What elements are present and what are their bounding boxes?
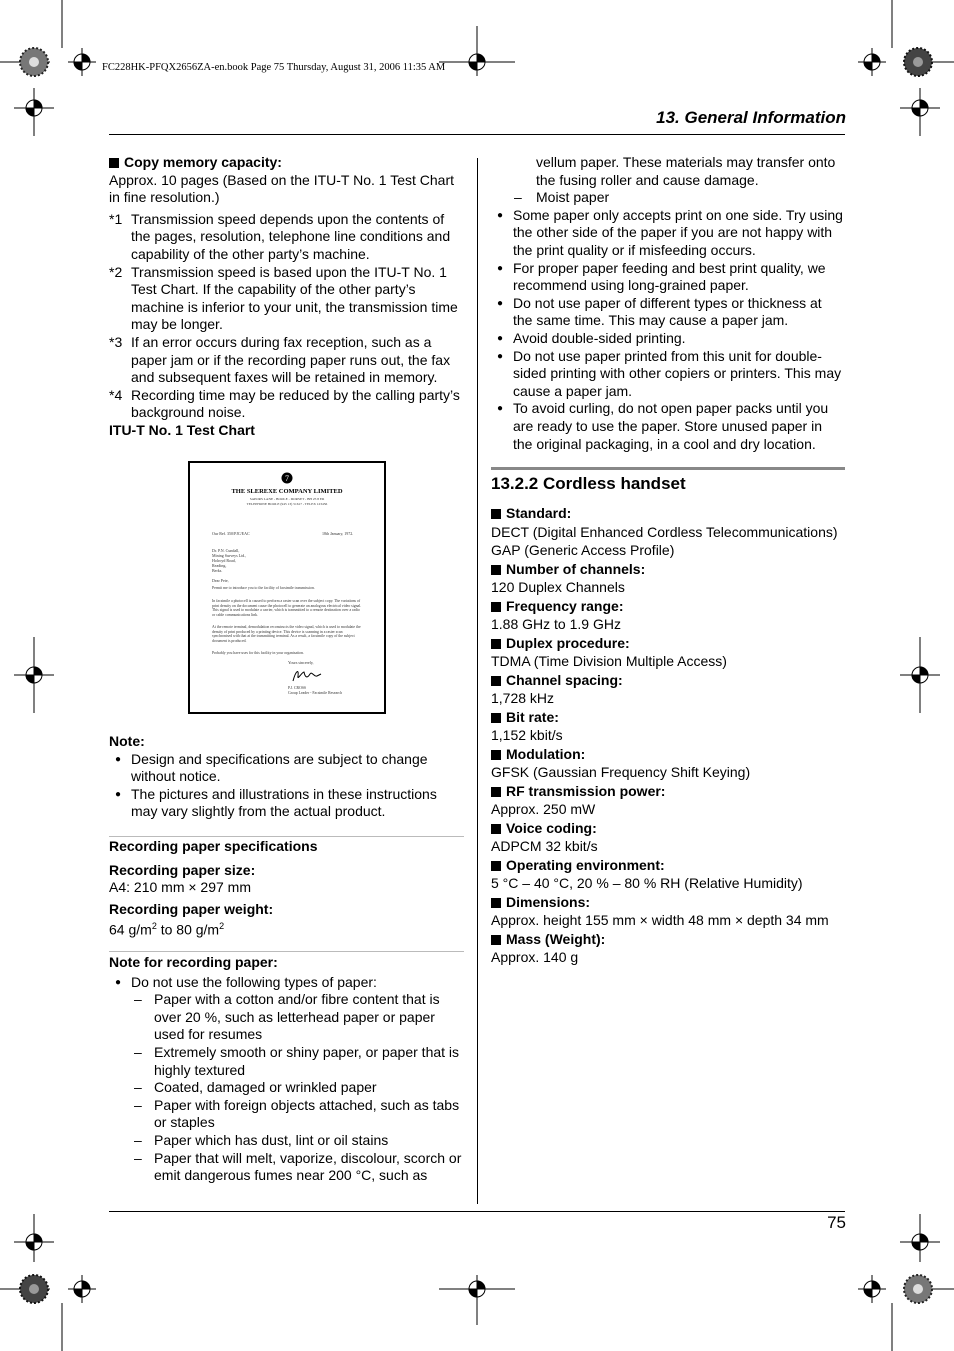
square-bullet-icon	[491, 639, 501, 649]
test-chart-date: 18th January, 1972.	[322, 531, 354, 536]
spec-label: RF transmission power:	[491, 782, 845, 801]
test-chart-para4: Probably you have uses for this facility in your organisation.	[212, 651, 304, 655]
test-chart-signer-title: Group Leader - Facsimile Research	[288, 691, 342, 695]
test-chart-recipient: Dr. P.N. Cundall, Mining Surveys Ltd., Holroyd Road, Reading, Berks.	[212, 548, 247, 573]
square-bullet-icon	[491, 898, 501, 908]
spec-value: 5 °C – 40 °C, 20 % – 80 % RH (Relative Humidity)	[491, 875, 803, 891]
note-recording-paper	[109, 954, 464, 1185]
square-bullet-icon	[491, 750, 501, 760]
square-bullet-icon	[109, 158, 119, 168]
note-item: ● Design and specifications are subject to change without notice.	[109, 751, 464, 786]
paper-bullet: ● Some paper only accepts print on one side. Try using the other side of the paper if you are not happy with the print quality or if misfeeding occurs.	[491, 207, 845, 260]
note-rec-title: Note for recording paper:	[109, 954, 278, 970]
note-title: Note:	[109, 733, 145, 749]
paper-bullet: ● For proper paper feeding and best print quality, we recommend using long-grained paper.	[491, 260, 845, 295]
note-rec-item: – Paper that will melt, vaporize, discolour, scorch or emit dangerous fumes near 200 °C, such as	[109, 1150, 464, 1185]
note-rec-item: – Coated, damaged or wrinkled paper	[109, 1079, 464, 1097]
column-divider	[477, 158, 478, 1204]
spec-value: Approx. 140 g	[491, 949, 579, 965]
note-rec-item: – Paper which has dust, lint or oil stains	[109, 1132, 464, 1150]
test-chart-para1: Permit me to introduce you to the facility of facsimile transmission.	[212, 586, 315, 590]
paper-bullet: ● Avoid double-sided printing.	[491, 330, 845, 348]
spec-label: Duplex procedure:	[491, 634, 845, 653]
test-chart-closing: Yours sincerely,	[288, 660, 314, 665]
square-bullet-icon	[491, 676, 501, 686]
spec-value: DECT (Digital Enhanced Cordless Telecommunications) GAP (Generic Access Profile)	[491, 523, 838, 558]
page-number: 75	[827, 1213, 846, 1232]
recording-paper-specs	[109, 838, 464, 940]
copy-memory-text: Approx. 10 pages (Based on the ITU-T No. 1 Test Chart in fine resolution.)	[109, 171, 454, 206]
square-bullet-icon	[491, 824, 501, 834]
spec-value: Approx. height 155 mm × width 48 mm × depth 34 mm	[491, 912, 829, 928]
spec-value: 1,728 kHz	[491, 690, 555, 706]
test-chart-company: THE SLEREXE COMPANY LIMITED	[231, 488, 343, 495]
note-rec-item: – Paper with foreign objects attached, such as tabs or staples	[109, 1097, 464, 1132]
company-logo-icon	[281, 472, 293, 484]
spec-label: Voice coding:	[491, 819, 845, 838]
spec-label: Modulation:	[491, 745, 845, 764]
test-chart-address: SAPORS LANE - BOOLE - DORSET - BH 25 8 ER	[249, 497, 325, 501]
square-bullet-icon	[491, 861, 501, 871]
svg-text:7: 7	[285, 474, 289, 483]
spec-value: 1.88 GHz to 1.9 GHz	[491, 616, 621, 632]
footnote: *4 Recording time may be reduced by the calling party’s background noise.	[109, 386, 460, 421]
footer-rule	[109, 1211, 845, 1212]
note-rec-bullet: ● Do not use the following types of paper:	[109, 974, 464, 992]
header-rule	[109, 134, 845, 135]
spec-value: GFSK (Gaussian Frequency Shift Keying)	[491, 764, 751, 780]
paper-bullet: ● Do not use paper of different types or thickness at the same time. This may cause a paper jam.	[491, 295, 845, 330]
square-bullet-icon	[491, 602, 501, 612]
footnote: *1 Transmission speed depends upon the contents of the pages, resolution, telephone line conditions and capability of the other party’s machine.	[109, 210, 451, 262]
rec-size-title: Recording paper size:	[109, 861, 256, 878]
spec-label: Frequency range:	[491, 597, 845, 616]
square-bullet-icon	[491, 787, 501, 797]
divider	[109, 836, 464, 837]
note-rec-item: – Paper with a cotton and/or fibre content that is over 20 %, such as letterhead paper or paper used for resumes	[109, 991, 464, 1044]
test-chart-image	[188, 461, 386, 714]
cordless-title: 13.2.2 Cordless handset	[491, 474, 686, 493]
test-chart-greeting: Dear Pete,	[212, 578, 229, 583]
spec-label: Number of channels:	[491, 560, 845, 579]
spec-value: 120 Duplex Channels	[491, 579, 625, 595]
note-item: ● The pictures and illustrations in these instructions may vary slightly from the actual product.	[109, 786, 464, 821]
copy-memory-title: Copy memory capacity:	[109, 154, 464, 172]
footnote: *3 If an error occurs during fax reception, such as a paper jam or if the recording paper runs out, the fax and subsequent faxes will be retained in memory.	[109, 333, 451, 386]
test-chart-signer: P.J. CROSS	[288, 686, 307, 690]
spec-label: Channel spacing:	[491, 671, 845, 690]
continued-dash-item: – Moist paper	[491, 189, 845, 207]
square-bullet-icon	[491, 713, 501, 723]
paper-bullet: ● Do not use paper printed from this unit for double-sided printing with other copiers or printers. This may cause a paper jam.	[491, 348, 845, 401]
section-title: 13. General Information	[656, 108, 846, 127]
test-chart-para3: At the remote terminal, demodulation reconstructs the video signal, which is used to modulate the density of print produced by a printing device. This device is scanning in a raster scan synchronised with that at the transmitting terminal. As a result, a facsimile copy of the subject document is produced.	[212, 625, 361, 643]
signature-icon	[290, 668, 324, 684]
chart-title: ITU-T No. 1 Test Chart	[109, 421, 255, 438]
rec-weight-title: Recording paper weight:	[109, 900, 274, 917]
spec-value: TDMA (Time Division Multiple Access)	[491, 653, 727, 669]
cordless-handset-section	[491, 474, 845, 967]
spec-value: 1,152 kbit/s	[491, 727, 563, 743]
spec-value: Approx. 250 mW	[491, 801, 596, 817]
spec-value: ADPCM 32 kbit/s	[491, 838, 598, 854]
rec-weight-value: 64 $g/m^2$ to 80 $g/m^2$	[109, 921, 225, 939]
spec-label: Mass (Weight):	[491, 930, 845, 949]
left-column-bottom	[109, 733, 464, 821]
footnote: *2 Transmission speed is based upon the ITU-T No. 1 Test Chart. If the capability of the other party’s machine is inferior to your unit, the transmission time may be longer.	[109, 263, 458, 333]
paper-bullet: ● To avoid curling, do not open paper packs until you are ready to use the paper. Store unused paper in the original packaging, in a cool and dry location.	[491, 400, 845, 453]
test-chart-phone: TELEPHONE BOOLE (945 13) 51617 - TELEX 123456	[246, 502, 328, 506]
note-rec-item: – Extremely smooth or shiny paper, or paper that is highly textured	[109, 1044, 464, 1079]
square-bullet-icon	[491, 935, 501, 945]
left-column-top	[109, 154, 464, 440]
square-bullet-icon	[491, 509, 501, 519]
rec-spec-title: Recording paper specifications	[109, 838, 318, 854]
continued-text: vellum paper. These materials may transfer onto the fusing roller and cause damage.	[536, 154, 836, 188]
divider	[109, 951, 464, 952]
right-column-top	[491, 154, 845, 453]
spec-label: Standard:	[491, 504, 845, 523]
test-chart-para2: In facsimile a photocell is caused to perform a raster scan over the subject copy. The variations of print density on the document cause the photocell to generate an analogous electrical video signal. This signal is used to modulate a carrier, which is transmitted to a remote destination over a radio or cable communications link.	[212, 599, 362, 617]
spec-label: Operating environment:	[491, 856, 845, 875]
file-info: FC228HK-PFQX2656ZA-en.book Page 75 Thursday, August 31, 2006 11:35 AM	[102, 62, 446, 73]
section-rule	[491, 467, 845, 470]
square-bullet-icon	[491, 565, 501, 575]
spec-label: Dimensions:	[491, 893, 845, 912]
spec-label: Bit rate:	[491, 708, 845, 727]
rec-size-value: A4: 210 mm × 297 mm	[109, 879, 252, 896]
test-chart-ref: Our Ref. 350/PJC/EAC	[212, 531, 250, 536]
